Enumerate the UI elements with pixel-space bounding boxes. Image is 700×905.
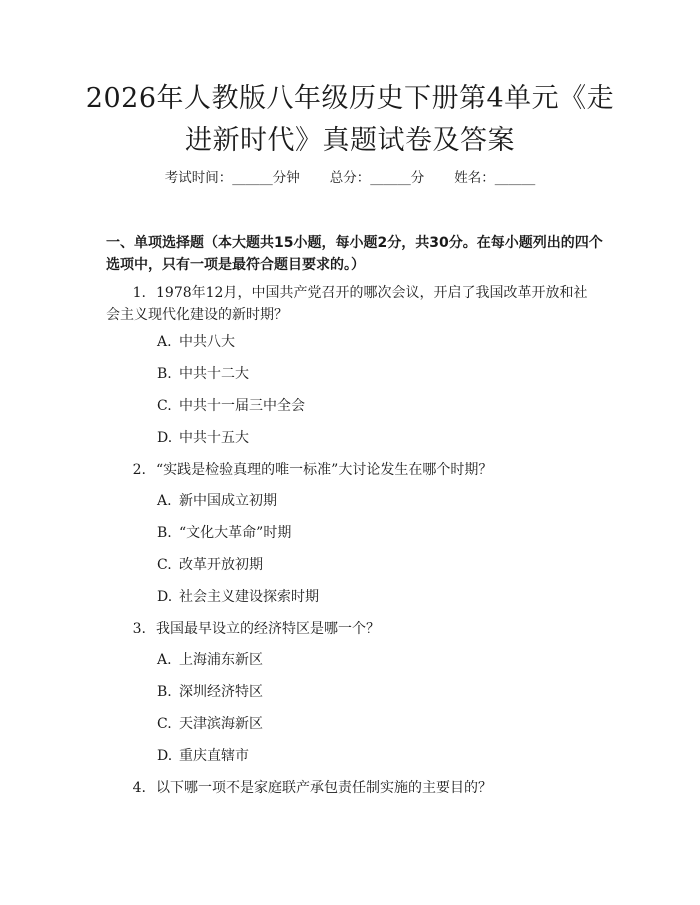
option-text: 中共十二大 (179, 366, 249, 382)
question-1-option-d (157, 428, 249, 448)
question-1-option-c (157, 396, 305, 416)
question-number: 2. (132, 462, 146, 478)
option-letter: A. (157, 493, 172, 509)
option-letter: A. (157, 334, 172, 350)
question-1-option-b (157, 364, 249, 384)
option-letter: A. (157, 652, 172, 668)
option-letter: C. (157, 557, 172, 573)
option-text: 社会主义建设探索时期 (179, 589, 319, 605)
question-text: 1978年12月，中国共产党召开的哪次会议，开启了我国改革开放和社会主义现代化建设的新时期？ (106, 285, 588, 323)
question-text: 我国最早设立的经济特区是哪一个？ (156, 621, 380, 637)
option-letter: B. (157, 366, 172, 382)
question-number: 1. (132, 285, 146, 301)
question-3-option-d (157, 746, 249, 766)
question-text: “实践是检验真理的唯一标准”大讨论发生在哪个时期？ (156, 462, 493, 478)
option-text: 中共十五大 (179, 430, 249, 446)
option-text: 重庆直辖市 (179, 748, 249, 764)
question-3 (106, 618, 596, 640)
option-text: “文化大革命”时期 (179, 525, 292, 541)
question-text: 以下哪一项不是家庭联产承包责任制实施的主要目的？ (156, 780, 492, 796)
option-text: 天津滨海新区 (179, 716, 263, 732)
option-text: 深圳经济特区 (179, 684, 263, 700)
question-2-option-c (157, 555, 263, 575)
option-letter: C. (157, 398, 172, 414)
question-1 (106, 282, 596, 326)
question-1-option-a (157, 332, 235, 352)
option-text: 中共十一届三中全会 (179, 398, 305, 414)
exam-time-field: 考试时间：______分钟 (164, 170, 300, 186)
question-2-option-a (157, 491, 277, 511)
question-number: 4. (132, 780, 146, 796)
total-score-field: 总分：______分 (329, 170, 425, 186)
option-letter: D. (157, 748, 173, 764)
option-text: 新中国成立初期 (179, 493, 277, 509)
student-name-field: 姓名：______ (454, 170, 536, 186)
section-heading: 一、单项选择题（本大题共15小题，每小题2分，共30分。在每小题列出的四个选项中，只有一项是最符合题目要求的。） (106, 235, 603, 273)
option-text: 改革开放初期 (179, 557, 263, 573)
question-3-option-b (157, 682, 263, 702)
question-2-option-b (157, 523, 291, 543)
question-2 (106, 459, 596, 481)
option-letter: B. (157, 525, 172, 541)
exam-meta (0, 169, 700, 187)
question-number: 3. (132, 621, 146, 637)
option-letter: D. (157, 589, 173, 605)
option-letter: C. (157, 716, 172, 732)
question-3-option-c (157, 714, 263, 734)
option-text: 中共八大 (179, 334, 235, 350)
question-3-option-a (157, 650, 263, 670)
option-letter: D. (157, 430, 173, 446)
option-text: 上海浦东新区 (179, 652, 263, 668)
question-4 (106, 777, 596, 799)
document-title: 2026年人教版八年级历史下册第4单元《走进新时代》真题试卷及答案 (85, 83, 615, 156)
option-letter: B. (157, 684, 172, 700)
question-2-option-d (157, 587, 319, 607)
